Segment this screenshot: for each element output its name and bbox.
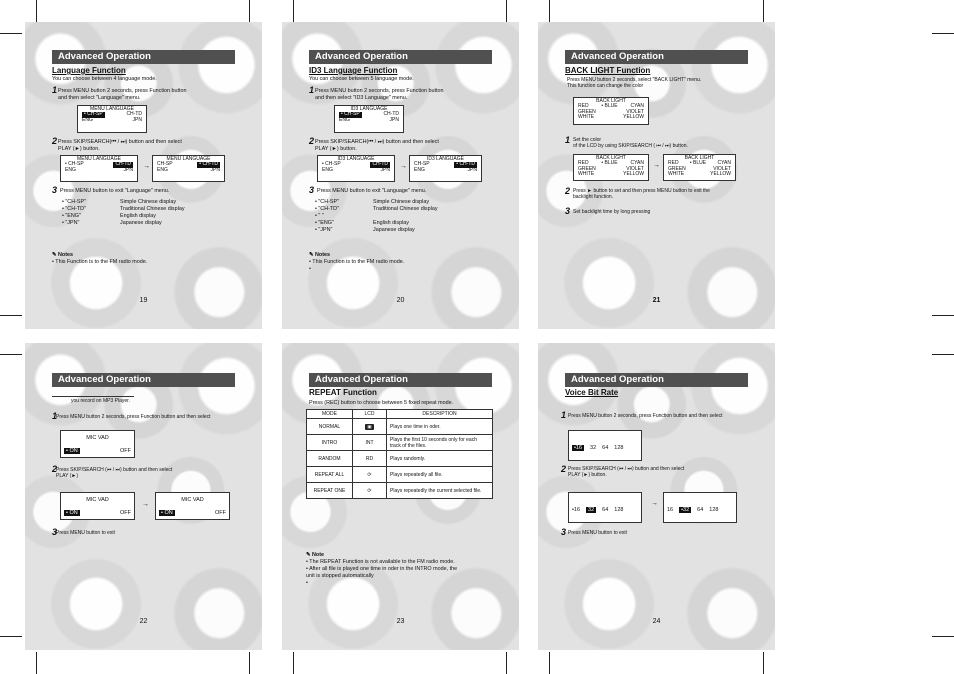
lcd-voice-bit-rate xyxy=(568,430,642,461)
option-eng: ENG xyxy=(339,116,350,123)
page-header: Advanced Operation xyxy=(52,373,235,387)
mode-cell: NORMAL xyxy=(307,419,353,435)
crop-mark xyxy=(932,354,954,355)
lcd-title: MIC VAD xyxy=(86,435,109,441)
table-header-row xyxy=(307,410,493,419)
manual-page-24 xyxy=(538,343,775,650)
arrow-icon: → xyxy=(143,163,150,170)
rate-128: 128 xyxy=(614,445,624,451)
step-text: PLAY (►) button. xyxy=(568,472,607,478)
option-jpn: JPN xyxy=(123,166,133,173)
language-list xyxy=(62,199,185,227)
rate-16: 16 xyxy=(667,507,674,513)
language-list xyxy=(315,199,438,234)
manual-page-19 xyxy=(25,22,262,329)
lcd-title: MIC VAD xyxy=(181,497,204,503)
lcd-title: ID3 LANGUAGE xyxy=(350,106,388,112)
crop-mark xyxy=(0,636,22,637)
repeat-one-icon: ⟳ xyxy=(367,487,372,494)
list-item: • "CH-SP" Simple Chinese display xyxy=(62,199,177,205)
step-text: Press SKIP/SEARCH(⏮ / ⏭) button and then select xyxy=(58,139,182,145)
lcd-title: ID3 LANGUAGE xyxy=(427,156,464,162)
lcd-cell xyxy=(353,435,387,451)
intro-text: You can choose between 4 language mode. xyxy=(52,76,157,82)
step-text: Press ► button to set and then press MENU button to exit the xyxy=(573,188,710,194)
page-number: 20 xyxy=(396,297,405,304)
intro-text: Press MENU button 2 seconds, select "BACK LIGHT" menu. xyxy=(567,77,702,83)
color-violet: VIOLET xyxy=(713,165,731,172)
option-ch-td: CH-TD xyxy=(126,111,142,117)
color-white: WHITE xyxy=(578,114,595,121)
step-number: 2 xyxy=(52,464,58,474)
step-text: PLAY (►) button. xyxy=(315,146,357,152)
step-number: 1 xyxy=(309,85,315,95)
rate-32: 32 xyxy=(590,445,597,451)
crop-mark xyxy=(249,652,250,674)
crop-mark xyxy=(763,652,764,674)
lcd-id3-language xyxy=(334,105,404,133)
step-number: 1 xyxy=(561,410,567,420)
lcd-back-light-before xyxy=(573,154,649,181)
notes-heading: ✎ Note xyxy=(306,552,324,558)
note-item: • This Function is to the FM radio mode. xyxy=(309,259,405,265)
notes-block xyxy=(309,252,404,273)
option-eng: ENG xyxy=(65,166,76,173)
crop-mark xyxy=(506,652,507,674)
intro-text: This function can change the color xyxy=(567,83,644,89)
description-cell: Plays repeatedly all file. xyxy=(387,467,493,483)
description-cell: Plays the first 10 seconds only for each track of the files. xyxy=(387,435,493,451)
crop-mark xyxy=(293,652,294,674)
lcd-mic-vad xyxy=(60,430,135,458)
step-number: 3 xyxy=(52,527,58,537)
crop-mark xyxy=(0,315,22,316)
manual-page-21 xyxy=(538,22,775,329)
step-number: 1 xyxy=(52,85,58,95)
page-number: 22 xyxy=(139,618,148,625)
table-row xyxy=(307,435,493,451)
note-item: • xyxy=(309,266,311,272)
lcd-title: MENU LANGUAGE xyxy=(77,156,121,162)
intro-text: you record on MP3 Player. xyxy=(71,398,130,404)
option-jpn: JPN xyxy=(210,166,220,173)
step-number: 3 xyxy=(565,206,571,216)
color-green: GREEN xyxy=(578,108,596,115)
step-text: of the LCD by using SKIP/SEARCH ( ⏮ / ⏭) button. xyxy=(573,143,688,149)
option-eng: ENG xyxy=(414,166,425,173)
color-yellow: YELLOW xyxy=(710,171,731,178)
lcd-id3-language-before xyxy=(317,155,395,182)
step-number: 3 xyxy=(52,185,58,195)
crop-mark xyxy=(506,0,507,22)
step-text: Press MENU button 2 seconds, press Function button xyxy=(315,88,444,94)
option-ch-sp: CH-SP xyxy=(414,161,430,167)
list-item: • "JPN" Japanese display xyxy=(62,220,162,226)
crop-mark xyxy=(932,315,954,316)
step-number: 3 xyxy=(561,527,567,537)
crop-mark xyxy=(0,354,22,355)
notes-heading: ✎ Notes xyxy=(309,252,330,258)
repeat-intro-icon: INT xyxy=(365,439,374,446)
arrow-icon: → xyxy=(653,162,660,169)
color-white: WHITE xyxy=(578,171,595,178)
note-item: • This Function is to the FM radio mode. xyxy=(52,259,148,265)
color-green: GREEN xyxy=(578,165,596,172)
rate-128: 128 xyxy=(614,507,624,513)
color-violet: VIOLET xyxy=(626,165,644,172)
color-red: RED xyxy=(668,160,679,166)
color-cyan: CYAN xyxy=(717,160,731,166)
option-jpn: JPN xyxy=(132,116,142,123)
list-item: • "JPN" Japanese display xyxy=(315,227,415,233)
option-ch-td: • CH-TD xyxy=(199,161,218,167)
intro-text: Press (REC) button to choose between 5 fixed repeat mode. xyxy=(309,400,454,406)
lcd-title: BACK LIGHT xyxy=(596,155,626,161)
intro-text: You can choose between 5 language mode. xyxy=(309,76,414,82)
section-title: REPEAT Function xyxy=(309,388,377,397)
note-item: • xyxy=(306,580,308,586)
option-eng: ENG xyxy=(82,116,93,123)
crop-mark xyxy=(249,0,250,22)
rate-32: 32 xyxy=(588,507,595,513)
note-item: • The REPEAT Function is not available to the FM radio mode. xyxy=(306,559,455,565)
lcd-menu-language-after xyxy=(152,155,225,182)
rate-16: •16 xyxy=(572,507,581,513)
step-text: Press MENU button to exit xyxy=(568,530,627,536)
step-number: 3 xyxy=(309,185,315,195)
note-item: • After all file is played one time in oder in the INTRO mode, the xyxy=(306,566,458,572)
color-yellow: YELLOW xyxy=(623,114,644,121)
step-text: Press SKIP/SEARCH(⏮ / ⏭) button and then select xyxy=(315,139,439,145)
option-ch-td: CH-TD xyxy=(383,111,399,117)
lcd-title: MENU LANGUAGE xyxy=(90,106,134,112)
arrow-icon: → xyxy=(142,501,149,508)
table-row xyxy=(307,467,493,483)
crop-mark xyxy=(932,33,954,34)
section-title: Voice Bit Rate xyxy=(565,388,619,397)
description-cell: Plays repeatedly the current selected file. xyxy=(387,483,493,499)
option-ch-sp: • CH-SP xyxy=(322,161,341,167)
crop-mark xyxy=(293,0,294,22)
lcd-title: MENU LANGUAGE xyxy=(166,156,211,162)
color-blue: • BLUE xyxy=(601,160,618,166)
rate-64: 64 xyxy=(602,445,609,451)
manual-page-20 xyxy=(282,22,519,329)
list-item: • " " xyxy=(315,213,324,219)
color-white: WHITE xyxy=(668,171,685,178)
color-violet: VIOLET xyxy=(626,108,644,115)
repeat-random-icon: RD xyxy=(365,455,374,462)
color-red: RED xyxy=(578,103,589,109)
crop-mark xyxy=(0,33,22,34)
step-number: 1 xyxy=(52,411,58,421)
option-jpn: JPN xyxy=(467,166,477,173)
step-number: 1 xyxy=(565,135,571,145)
rate-64: 64 xyxy=(697,507,704,513)
option-eng: ENG xyxy=(322,166,333,173)
list-item: • "CH-SP" Simple Chinese display xyxy=(315,199,430,205)
page-header: Advanced Operation xyxy=(565,50,748,64)
mode-cell: INTRO xyxy=(307,435,353,451)
step-number: 2 xyxy=(561,464,567,474)
section-title: Language Function xyxy=(52,66,126,75)
option-ch-sp: • CH-SP xyxy=(341,111,360,117)
step-text: PLAY (►) button. xyxy=(58,146,100,152)
lcd-title: MIC VAD xyxy=(86,497,109,503)
option-off: OFF xyxy=(215,510,226,516)
list-item: • "CH-TD" Traditional Chinese display xyxy=(315,206,438,212)
lcd-cell xyxy=(353,419,387,435)
option-jpn: JPN xyxy=(389,116,399,123)
lcd-mic-vad-before xyxy=(60,492,135,520)
option-off: OFF xyxy=(120,510,131,516)
description-cell: Plays randomly. xyxy=(387,451,493,467)
lcd-cell xyxy=(353,483,387,499)
crop-mark xyxy=(549,652,550,674)
lcd-id3-language-after xyxy=(409,155,482,182)
color-green: GREEN xyxy=(668,165,686,172)
section-title: BACK LIGHT Function xyxy=(565,66,651,75)
step-text: Press MENU button to exit "Language" menu. xyxy=(317,188,427,194)
page-number: 19 xyxy=(139,297,148,304)
color-cyan: CYAN xyxy=(630,160,644,166)
step-number: 2 xyxy=(309,136,315,146)
lcd-menu-language-before xyxy=(60,155,138,182)
step-text: Press MENU button to exit xyxy=(56,530,115,536)
crop-mark xyxy=(932,636,954,637)
step-text: Set backlight time by long pressing xyxy=(573,209,651,215)
option-ch-td: • CH-TD xyxy=(456,161,475,167)
manual-page-23 xyxy=(282,343,519,650)
column-header-lcd: LCD xyxy=(353,410,387,419)
option-on: • ON xyxy=(66,448,78,454)
step-text: and then select "ID3 Language" menu. xyxy=(315,95,408,101)
option-ch-sp: CH-SP xyxy=(157,161,173,167)
step-text: Press MENU button 2 seconds, press Function button and then select xyxy=(56,414,211,420)
step-number: 2 xyxy=(565,186,571,196)
crop-mark xyxy=(36,0,37,22)
step-text: backlight function. xyxy=(573,194,614,200)
step-text: Press SKIP/SEARCH (⏮ / ⏭) button and then select xyxy=(568,466,685,472)
page-header: Advanced Operation xyxy=(309,50,492,64)
color-red: RED xyxy=(578,160,589,166)
crop-mark xyxy=(36,652,37,674)
step-number: 2 xyxy=(52,136,58,146)
option-on: • ON xyxy=(161,510,173,516)
note-item: unit is stopped automatically xyxy=(306,573,374,579)
color-cyan: CYAN xyxy=(630,103,644,109)
option-ch-td: CH-TD xyxy=(115,161,131,167)
repeat-normal-icon: ▣ xyxy=(367,423,372,429)
option-eng: ENG xyxy=(157,166,168,173)
option-jpn: JPN xyxy=(380,166,390,173)
table-row xyxy=(307,419,493,435)
lcd-title: BACK LIGHT xyxy=(684,155,715,161)
section-title-underline xyxy=(52,396,134,397)
column-header-description: DESCRIPTION xyxy=(387,410,493,419)
notes-block xyxy=(306,552,457,587)
option-off: OFF xyxy=(120,448,131,454)
arrow-icon: → xyxy=(651,500,658,507)
table-row xyxy=(307,483,493,499)
repeat-mode-table xyxy=(306,409,493,499)
column-header-mode: MODE xyxy=(307,410,353,419)
color-blue: • BLUE xyxy=(689,160,707,166)
lcd-menu-language xyxy=(77,105,147,133)
page-number: 23 xyxy=(396,618,405,625)
option-ch-td: CH-TD xyxy=(372,161,388,167)
table-row xyxy=(307,451,493,467)
lcd-title: BACK LIGHT xyxy=(596,98,626,104)
manual-page-22 xyxy=(25,343,262,650)
lcd-back-light-after xyxy=(663,154,736,181)
lcd-cell xyxy=(353,451,387,467)
color-yellow: YELLOW xyxy=(623,171,644,178)
option-ch-sp: • CH-SP xyxy=(84,111,103,117)
lcd-title: ID3 LANGUAGE xyxy=(337,156,375,162)
mode-cell: REPEAT ONE xyxy=(307,483,353,499)
rate-64: 64 xyxy=(602,507,609,513)
step-text: PLAY (►) xyxy=(56,473,78,479)
notes-heading: ✎ Notes xyxy=(52,252,73,258)
arrow-icon: → xyxy=(400,163,407,170)
section-title: ID3 Language Function xyxy=(309,66,398,75)
list-item: • "ENG" English display xyxy=(315,220,409,226)
mode-cell: REPEAT ALL xyxy=(307,467,353,483)
lcd-cell xyxy=(353,467,387,483)
step-text: Set the color xyxy=(573,137,602,143)
page-header: Advanced Operation xyxy=(52,50,235,64)
description-cell: Plays one time in oder. xyxy=(387,419,493,435)
color-blue: • BLUE xyxy=(601,103,618,109)
list-item: • "ENG" English display xyxy=(62,213,156,219)
step-text: and then select "Language" menu. xyxy=(58,95,141,101)
crop-mark xyxy=(549,0,550,22)
repeat-all-icon: ⟳ xyxy=(367,471,372,478)
page-header: Advanced Operation xyxy=(309,373,492,387)
step-text: Press MENU button 2 seconds, press Function button and then select xyxy=(568,413,723,419)
lcd-mic-vad-after xyxy=(155,492,230,520)
step-text: Press SKIP/SEARCH (⏮ / ⏭) button and then select xyxy=(56,467,173,473)
option-on: • ON xyxy=(66,510,78,516)
lcd-back-light xyxy=(573,97,649,125)
lcd-voice-bit-rate-after xyxy=(663,492,737,523)
page-number: 21 xyxy=(652,297,661,304)
page-header: Advanced Operation xyxy=(565,373,748,387)
crop-mark xyxy=(763,0,764,22)
list-item: • "CH-TD" Traditional Chinese display xyxy=(62,206,185,212)
rate-128: 128 xyxy=(709,507,719,513)
lcd-voice-bit-rate-before xyxy=(568,492,642,523)
rate-32: •32 xyxy=(681,507,690,513)
rate-16: •16 xyxy=(574,445,583,451)
option-ch-sp: • CH-SP xyxy=(65,161,84,167)
step-text: Press MENU button 2 seconds, press Function button xyxy=(58,88,187,94)
step-text: Press MENU button to exit "Language" menu. xyxy=(60,188,170,194)
page-number: 24 xyxy=(652,618,661,625)
mode-cell: RANDOM xyxy=(307,451,353,467)
notes-block xyxy=(52,252,147,266)
